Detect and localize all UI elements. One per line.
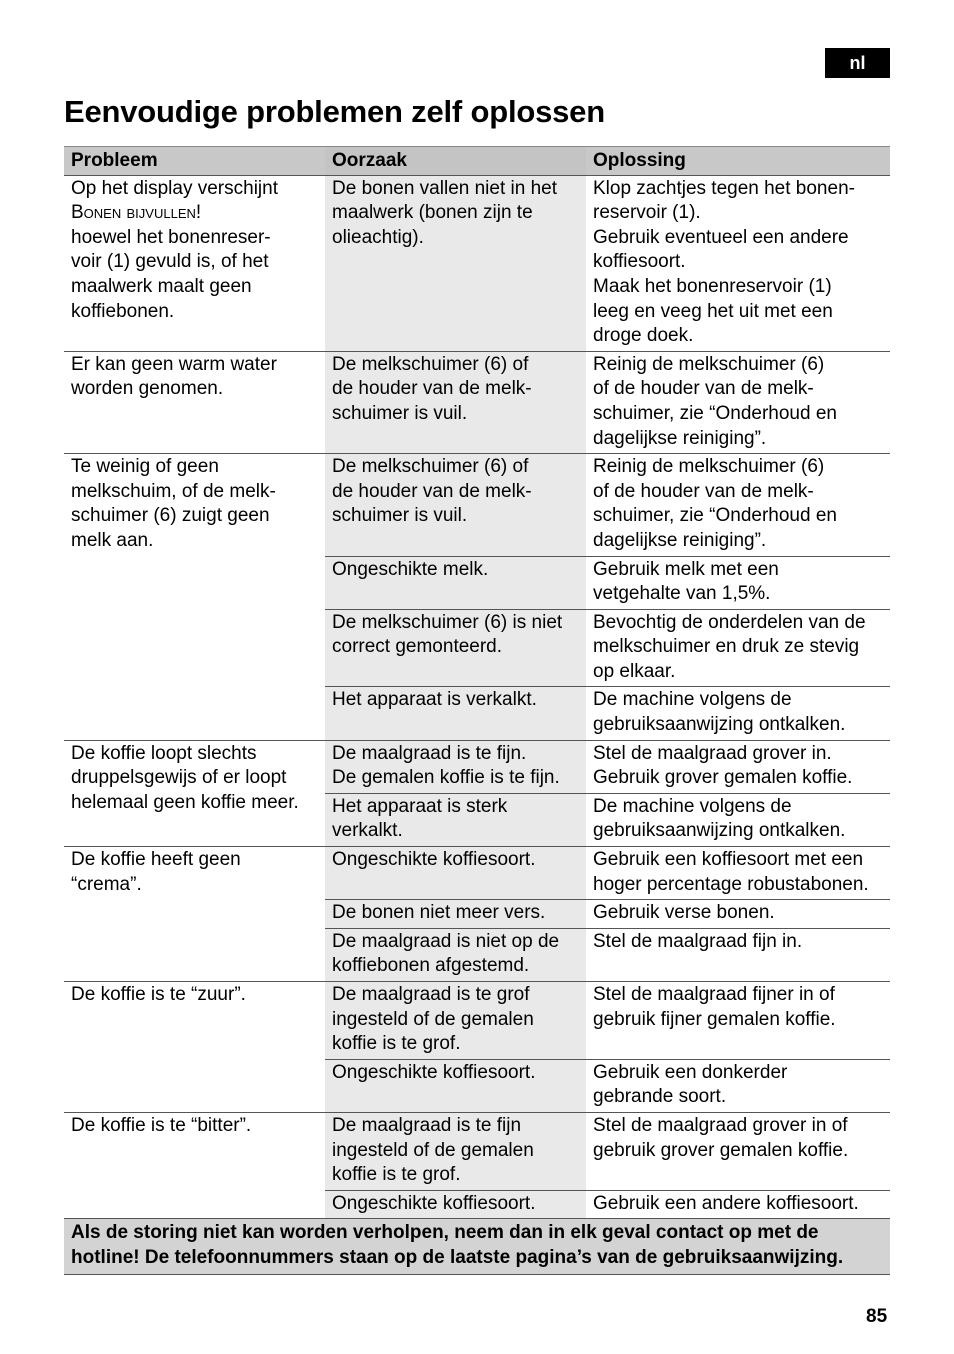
solution-cell [586,175,890,351]
cause-line: Ongeschikte koffiesoort. [332,1061,536,1083]
table-row [64,351,890,453]
cause-cell [325,351,586,453]
cause-cell [325,175,586,351]
solution-line: schuimer, zie “Onderhoud en [593,505,837,527]
header-solution: Oplossing [586,147,890,176]
page-number: 85 [866,1306,888,1327]
solution-line: dagelijkse reiniging”. [593,529,767,551]
solution-cell [586,740,890,793]
cause-cell [325,982,586,1060]
cause-line: correct gemonteerd. [332,636,503,658]
header-cause: Oorzaak [325,147,586,176]
cause-line: ingesteld of de gemalen [332,1139,534,1161]
cause-line: ingesteld of de gemalen [332,1008,534,1030]
problem-line: voir (1) gevuld is, of het [71,251,269,273]
problem-line: De koffie loopt slechts [71,742,257,764]
table-row [64,175,890,351]
cause-line: De melkschuimer (6) is niet [332,611,563,633]
solution-line: Gebruik een koffiesoort met een [593,849,864,871]
table-row [64,847,890,900]
cause-line: De melkschuimer (6) of [332,456,529,478]
solution-cell [586,900,890,929]
problem-line: druppelsgewijs of er loopt [71,767,287,789]
solution-line: droge doek. [593,325,694,347]
problem-cell [64,1112,325,1218]
problem-line: hoewel het bonenreser- [71,226,271,248]
cause-line: De maalgraad is te fijn. [332,742,527,764]
solution-line: Stel de maalgraad grover in of [593,1114,848,1136]
solution-cell [586,556,890,609]
problem-line: melk aan. [71,529,154,551]
solution-line: Reinig de melkschuimer (6) [593,353,825,375]
cause-line: Het apparaat is verkalkt. [332,689,537,711]
cause-line: De maalgraad is niet op de [332,930,560,952]
solution-cell [586,847,890,900]
solution-line: hoger percentage robustabonen. [593,873,869,895]
language-badge: nl [825,48,890,78]
cause-line: olieachtig). [332,226,424,248]
footer-note [64,1219,890,1274]
solution-line: Stel de maalgraad grover in. [593,742,832,764]
solution-cell [586,351,890,453]
cause-line: koffie is te grof. [332,1033,461,1055]
table-row [64,1112,890,1190]
cause-line: Ongeschikte koffiesoort. [332,849,536,871]
cause-line: verkalkt. [332,820,403,842]
problem-cell [64,454,325,741]
problem-cell [64,351,325,453]
solution-cell [586,1190,890,1219]
table-header-row [64,147,890,176]
cause-cell [325,928,586,981]
problem-line: Bonen bijvullen! [71,202,202,224]
cause-line: De bonen vallen niet in het [332,177,557,199]
cause-cell [325,609,586,687]
solution-cell [586,609,890,687]
solution-line: De machine volgens de [593,795,792,817]
table-row [64,454,890,556]
problem-cell [64,740,325,846]
solution-line: reservoir (1). [593,202,701,224]
solution-cell [586,928,890,981]
solution-line: gebruiksaanwijzing ontkalken. [593,820,846,842]
solution-cell [586,982,890,1060]
solution-cell [586,454,890,556]
problem-line: Op het display verschijnt [71,177,278,199]
solution-line: Gebruik eventueel een andere [593,226,849,248]
footer-note-line: Als de storing niet kan worden verholpen, neem dan in elk geval contact op met de [71,1222,819,1244]
cause-cell [325,1112,586,1190]
solution-line: of de houder van de melk- [593,480,814,502]
cause-cell [325,556,586,609]
problem-line: koffiebonen. [71,300,175,322]
cause-line: De maalgraad is te fijn [332,1114,522,1136]
cause-line: de houder van de melk- [332,378,532,400]
problem-line: Te weinig of geen [71,456,219,478]
problem-line: “crema”. [71,873,142,895]
problem-line: melkschuim, of de melk- [71,480,276,502]
cause-line: de houder van de melk- [332,480,532,502]
cause-line: koffiebonen afgestemd. [332,955,530,977]
problem-cell [64,982,325,1113]
solution-line: vetgehalte van 1,5%. [593,583,771,605]
header-problem: Probleem [64,147,325,176]
problem-line: maalwerk maalt geen [71,275,252,297]
problem-line: Er kan geen warm water [71,353,277,375]
solution-line: leeg en veeg het uit met een [593,300,833,322]
cause-line: schuimer is vuil. [332,402,468,424]
cause-line: maalwerk (bonen zijn te [332,202,533,224]
problem-cell [64,847,325,982]
cause-line: De gemalen koffie is te fijn. [332,767,560,789]
table-row [64,740,890,793]
cause-cell [325,454,586,556]
solution-cell [586,1059,890,1112]
solution-line: Bevochtig de onderdelen van de [593,611,866,633]
problem-line: worden genomen. [71,378,224,400]
cause-line: De melkschuimer (6) of [332,353,529,375]
cause-line: De bonen niet meer vers. [332,902,546,924]
page-title: Eenvoudige problemen zelf oplossen [64,94,605,129]
footer-note-line: hotline! De telefoonnummers staan op de laatste pagina’s van de gebruiksaanwijzing. [71,1246,844,1268]
cause-line: Ongeschikte koffiesoort. [332,1192,536,1214]
solution-line: schuimer, zie “Onderhoud en [593,402,837,424]
solution-cell [586,793,890,846]
cause-cell [325,687,586,740]
solution-cell [586,1112,890,1190]
table-row [64,982,890,1060]
footer-note-row [64,1219,890,1274]
cause-cell [325,793,586,846]
solution-line: dagelijkse reiniging”. [593,427,767,449]
solution-line: gebruik grover gemalen koffie. [593,1139,849,1161]
cause-cell [325,1059,586,1112]
problem-cell [64,175,325,351]
solution-line: Gebruik grover gemalen koffie. [593,767,853,789]
table-body [64,175,890,1219]
solution-line: Maak het bonenreservoir (1) [593,275,832,297]
cause-line: schuimer is vuil. [332,505,468,527]
solution-line: Gebruik melk met een [593,558,779,580]
cause-cell [325,1190,586,1219]
solution-line: koffiesoort. [593,251,686,273]
solution-line: Klop zachtjes tegen het bonen- [593,177,855,199]
problem-line: De koffie heeft geen [71,849,241,871]
solution-line: of de houder van de melk- [593,378,814,400]
solution-line: Stel de maalgraad fijn in. [593,930,803,952]
solution-line: De machine volgens de [593,689,792,711]
cause-line: Het apparaat is sterk [332,795,508,817]
solution-cell [586,687,890,740]
solution-line: Gebruik verse bonen. [593,902,775,924]
cause-line: De maalgraad is te grof [332,984,530,1005]
solution-line: melkschuimer en druk ze stevig [593,636,860,658]
problem-line: De koffie is te “bitter”. [71,1114,252,1136]
solution-line: Reinig de melkschuimer (6) [593,456,825,478]
problem-line: De koffie is te “zuur”. [71,984,246,1005]
solution-line: Stel de maalgraad fijner in of [593,984,835,1005]
solution-line: gebruik fijner gemalen koffie. [593,1008,836,1030]
cause-line: Ongeschikte melk. [332,558,489,580]
cause-line: koffie is te grof. [332,1164,461,1186]
solution-line: Gebruik een andere koffiesoort. [593,1192,859,1214]
solution-line: gebruiksaanwijzing ontkalken. [593,714,846,736]
problem-line: schuimer (6) zuigt geen [71,505,270,527]
problem-line: helemaal geen koffie meer. [71,791,299,813]
solution-line: op elkaar. [593,660,676,682]
troubleshooting-table [64,146,890,1275]
solution-line: Gebruik een donkerder [593,1061,788,1083]
solution-line: gebrande soort. [593,1086,727,1108]
cause-cell [325,740,586,793]
cause-cell [325,900,586,929]
cause-cell [325,847,586,900]
